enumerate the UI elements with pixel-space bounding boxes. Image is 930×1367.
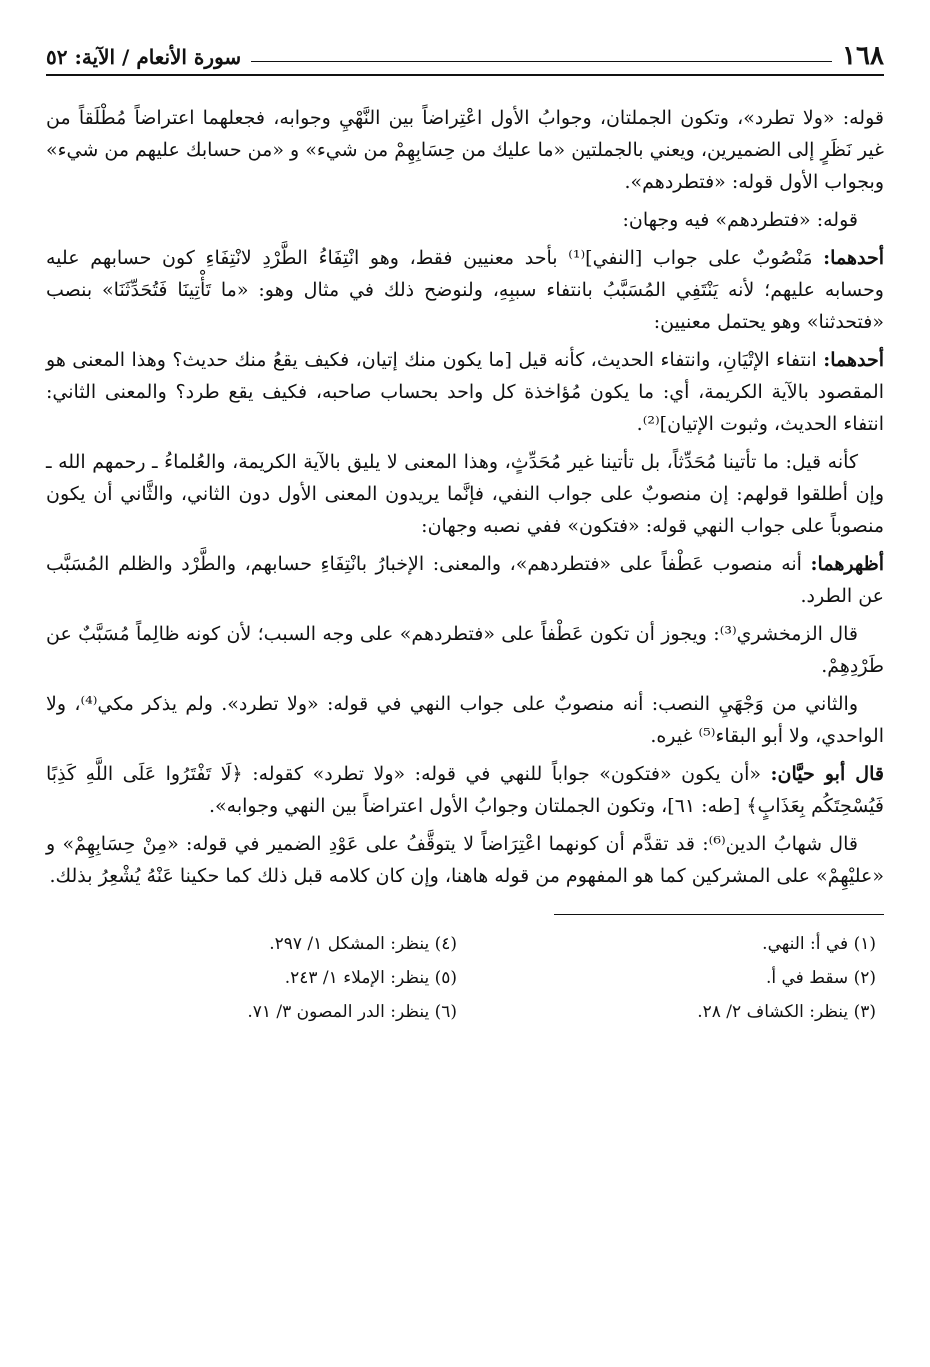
paragraph: [46, 758, 884, 822]
footnote: (٢) سقط في أ.: [765, 968, 876, 988]
footnote-separator: [554, 914, 884, 915]
paragraph: [46, 828, 884, 892]
paragraph: [46, 242, 884, 338]
paragraph: [46, 344, 884, 440]
paragraph-lead: أحدهما:: [823, 247, 884, 269]
paragraph-lead: أظهرهما:: [810, 553, 884, 575]
footnote: (١) في أ: النهي.: [762, 934, 876, 954]
page-header: [46, 36, 884, 76]
paragraph-lead: أحدهما:: [823, 349, 884, 371]
paragraph-text: كأنه قيل: ما تأتينا مُحَدِّثاً، بل تأتينا غير مُحَدِّثٍ، وهذا المعنى لا يليق بالآية الكريمة، والعُلماءُ ـ رحمهم الله ـ وإن أطلقوا قولهم: إن منصوبٌ على جواب النفي، فإنَّما يريدون المعنى الأول دون الثاني، والثَّاني أن يكون منصوباً على جواب النهي قوله: «فتكون» ففي نصبه وجهان:: [46, 451, 884, 537]
paragraph-text: قال شهابُ الدين⁽⁶⁾: قد تقدَّم أن كونهما اعْتِرَاضاً لا يتوقَّفُ على عَوْدِ الضمير في قوله: «مِنْ حِسَابِهِمْ» و «عليْهِمْ» على المشركين كما هو المفهوم من قوله هاهنا، وإن كان كلامه قبل ذلك كما حكينا عَنْهُ يُشْعِرُ بذلك.: [46, 833, 884, 887]
paragraph: [46, 618, 884, 682]
paragraph-text: قال الزمخشري⁽³⁾: ويجوز أن تكون عَطْفاً على «فتطردهم» على وجه السبب؛ لأن كونه ظالِماً مُسَبَّبٌ عن طَرْدِهِمْ.: [46, 623, 884, 677]
paragraph: [46, 204, 884, 236]
paragraph-text: أنه منصوب عَطْفاً على «فتطردهم»، والمعنى: الإخبارُ بانْتِفَاءِ حسابهم، والطَّرْد والظلم المُسَبَّب عن الطرد.: [46, 553, 884, 607]
header-rule: [251, 61, 832, 62]
running-title: سورة الأنعام / الآية: ٥٢: [46, 45, 242, 69]
footnote: (٤) ينظر: المشكل ١/ ٢٩٧.: [269, 934, 457, 954]
paragraph: [46, 446, 884, 542]
paragraph: [46, 548, 884, 612]
footnote: (٣) ينظر: الكشاف ٢/ ٢٨.: [697, 1002, 876, 1022]
paragraph-text: قوله: «ولا تطرد»، وتكون الجملتان، وجوابُ الأول اعْتِراضاً بين النَّهْيِ وجوابه، فجعلهما اعتراضاً مُطْلَقاً من غير نَظَرٍ إلى الضميرين، ويعني بالجملتين «ما عليك من حِسَابِهِمْ من شيء» و «من حسابك عليهم من شيء» وبجواب الأول قوله: «فتطردهم».: [46, 107, 884, 193]
footnotes: [46, 927, 884, 1029]
paragraph: [46, 688, 884, 752]
paragraph-text: والثاني من وَجْهَيِ النصب: أنه منصوبٌ على جواب النهي في قوله: «ولا تطرد». ولم يذكر مكي⁽⁴⁾، ولا الواحدي، ولا أبو البقاء⁽⁵⁾ غيره.: [46, 693, 884, 747]
page-number: ١٦٨: [842, 41, 884, 71]
paragraph-text: انتفاء الإتْيَانِ، وانتفاء الحديث، كأنه قيل [ما يكون منك إتيان، فكيف يقعُ منك حديث؟ وهذا المعنى هو المقصود بالآية الكريمة، أي: ما يكون مُؤاخذة كل واحد بحساب صاحبه، فكيف يقع طرد؟ والمعنى الثاني: انتفاء الحديث، وثبوت الإتيان]⁽²⁾.: [46, 349, 884, 435]
paragraph-text: «أن يكون «فتكون» جواباً للنهي في قوله: «ولا تطرد» كقوله: ﴿لَا تَفْتَرُوا عَلَى اللَّهِ كَذِبًا فَيُسْحِتَكُم بِعَذَابٍ﴾ [طه: ٦١]، وتكون الجملتان وجوابُ الأول اعتراضاً بين النهي وجوابه».: [46, 763, 884, 817]
paragraph-text: قوله: «فتطردهم» فيه وجهان:: [622, 209, 858, 231]
paragraph: [46, 102, 884, 198]
footnote: (٦) ينظر: الدر المصون ٣/ ٧١.: [247, 1002, 457, 1022]
main-text: [46, 102, 884, 892]
footnote: (٥) ينظر: الإملاء ١/ ٢٤٣.: [284, 968, 457, 988]
paragraph-text: مَنْصُوبٌ على جواب [النفي]⁽¹⁾ بأحد معنيين فقط، وهو انْتِفَاءُ الطَّرْدِ لانْتِفَاءِ كون حسابهم عليه وحسابه عليهم؛ لأنه يَنْتَفِي المُسَبَّبُ بانتفاء سببِهِ، ولنوضح ذلك في مثال وهو: «ما تَأْتِينَا فَتُحَدِّثَنَا» بنصب «فتحدثنا» وهو يحتمل معنيين:: [46, 247, 884, 333]
paragraph-lead: قال أبو حيَّان:: [770, 763, 884, 785]
